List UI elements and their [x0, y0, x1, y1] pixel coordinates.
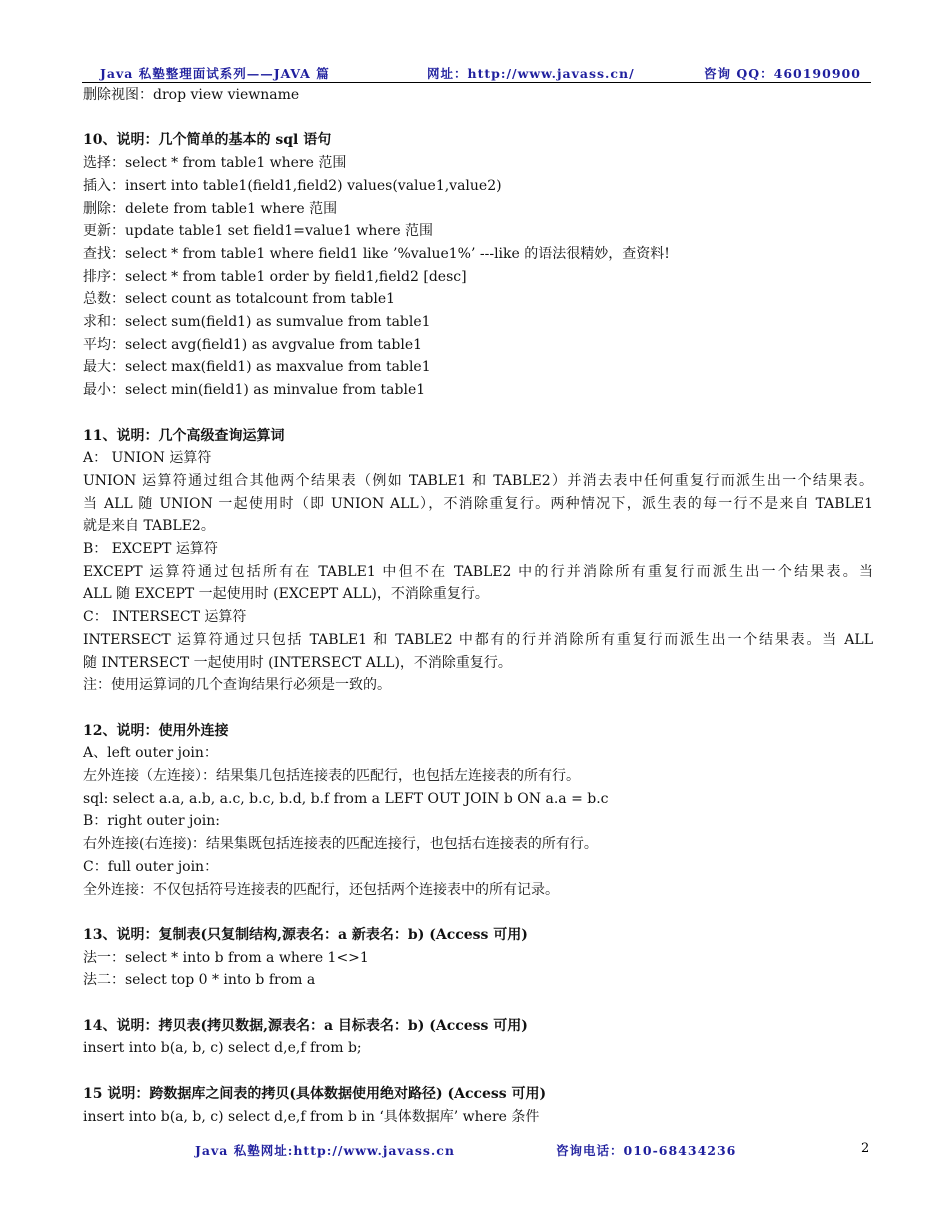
text-line: C：full outer join：: [83, 858, 219, 875]
text-line: 求和：select sum(field1) as sumvalue from table1: [83, 314, 431, 331]
text-line: INTERSECT 运算符通过只包括 TABLE1 和 TABLE2 中都有的行并消除所有重复行而派生出一个结果表。当 ALL: [83, 631, 873, 648]
text-line: 插入：insert into table1(field1,field2) values(value1,value2): [83, 177, 502, 194]
page-header: [82, 64, 871, 83]
text-line: sql: select a.a, a.b, a.c, b.c, b.d, b.f from a LEFT OUT JOIN b ON a.a = b.c: [83, 790, 609, 807]
text-line: C： INTERSECT 运算符: [83, 609, 247, 626]
text-line: 总数：select count as totalcount from table1: [83, 291, 396, 308]
page-number: 2: [861, 1141, 871, 1156]
text-line: A、left outer join：: [83, 745, 218, 762]
text-line: 法二：select top 0 * into b from a: [83, 972, 316, 989]
header-website[interactable]: 网址：http://www.javass.cn/: [427, 66, 635, 81]
page-footer: [0, 1141, 950, 1159]
text-line: EXCEPT 运算符通过包括所有在 TABLE1 中但不在 TABLE2 中的行并消除所有重复行而派生出一个结果表。当: [83, 563, 873, 580]
blank-line: [83, 901, 873, 924]
document-body: [83, 84, 873, 1128]
text-line: ALL 随 EXCEPT 一起使用时 (EXCEPT ALL)，不消除重复行。: [83, 586, 489, 603]
text-line: insert into b(a, b, c) select d,e,f from b in ‘具体数据库’ where 条件: [83, 1108, 540, 1125]
text-line: 更新：update table1 set field1=value1 where 范围: [83, 223, 434, 240]
text-line: 随 INTERSECT 一起使用时 (INTERSECT ALL)，不消除重复行。: [83, 654, 512, 671]
text-line: 左外连接（左连接）：结果集几包括连接表的匹配行，也包括左连接表的所有行。: [83, 768, 580, 785]
text-line: 删除视图：drop view viewname: [83, 87, 300, 103]
blank-line: [83, 697, 873, 720]
text-line: 删除：delete from table1 where 范围: [83, 200, 338, 217]
section-heading: 13、说明：复制表(只复制结构,源表名：a 新表名：b) (Access 可用): [83, 926, 528, 943]
text-line: 法一：select * into b from a where 1<>1: [83, 949, 369, 966]
text-line: A： UNION 运算符: [83, 450, 212, 467]
header-series-title: Java 私塾整理面试系列——JAVA 篇: [100, 66, 330, 81]
text-line: 查找：select * from table1 where field1 like ’%value1%’ ---like 的语法很精妙，查资料!: [83, 245, 670, 262]
footer-phone: 咨询电话：010-68434236: [556, 1143, 737, 1158]
text-line: 排序：select * from table1 order by field1,field2 [desc]: [83, 268, 467, 285]
text-line: 选择：select * from table1 where 范围: [83, 155, 347, 172]
text-line: 注：使用运算词的几个查询结果行必须是一致的。: [83, 677, 391, 694]
blank-line: [83, 107, 873, 130]
text-line: B： EXCEPT 运算符: [83, 541, 218, 558]
section-heading: 10、说明：几个简单的基本的 sql 语句: [83, 132, 332, 149]
header-qq: 咨询 QQ：460190900: [704, 66, 861, 81]
text-line: 全外连接：不仅包括符号连接表的匹配行，还包括两个连接表中的所有记录。: [83, 881, 559, 898]
section-heading: 12、说明：使用外连接: [83, 722, 229, 739]
text-line: UNION 运算符通过组合其他两个结果表（例如 TABLE1 和 TABLE2）并消去表中任何重复行而派生出一个结果表。: [83, 472, 873, 489]
section-heading: 11、说明：几个高级查询运算词: [83, 427, 285, 444]
text-line: 最小：select min(field1) as minvalue from table1: [83, 382, 426, 399]
blank-line: [83, 992, 873, 1015]
text-line: 就是来自 TABLE2。: [83, 518, 215, 535]
blank-line: [83, 1060, 873, 1083]
section-heading: 14、说明：拷贝表(拷贝数据,源表名：a 目标表名：b) (Access 可用): [83, 1017, 528, 1034]
text-line: 平均：select avg(field1) as avgvalue from table1: [83, 336, 423, 353]
section-heading: 15 说明：跨数据库之间表的拷贝(具体数据使用绝对路径) (Access 可用): [83, 1085, 547, 1102]
text-line: 当 ALL 随 UNION 一起使用时（即 UNION ALL），不消除重复行。两种情况下，派生表的每一行不是来自 TABLE1: [83, 495, 873, 512]
text-line: 最大：select max(field1) as maxvalue from table1: [83, 359, 431, 376]
text-line: B：right outer join:: [83, 813, 220, 830]
text-line: insert into b(a, b, c) select d,e,f from b;: [83, 1040, 362, 1057]
blank-line: [83, 402, 873, 425]
footer-website[interactable]: Java 私塾网址:http://www.javass.cn: [195, 1143, 455, 1158]
text-line: 右外连接(右连接)：结果集既包括连接表的匹配连接行，也包括右连接表的所有行。: [83, 836, 598, 853]
